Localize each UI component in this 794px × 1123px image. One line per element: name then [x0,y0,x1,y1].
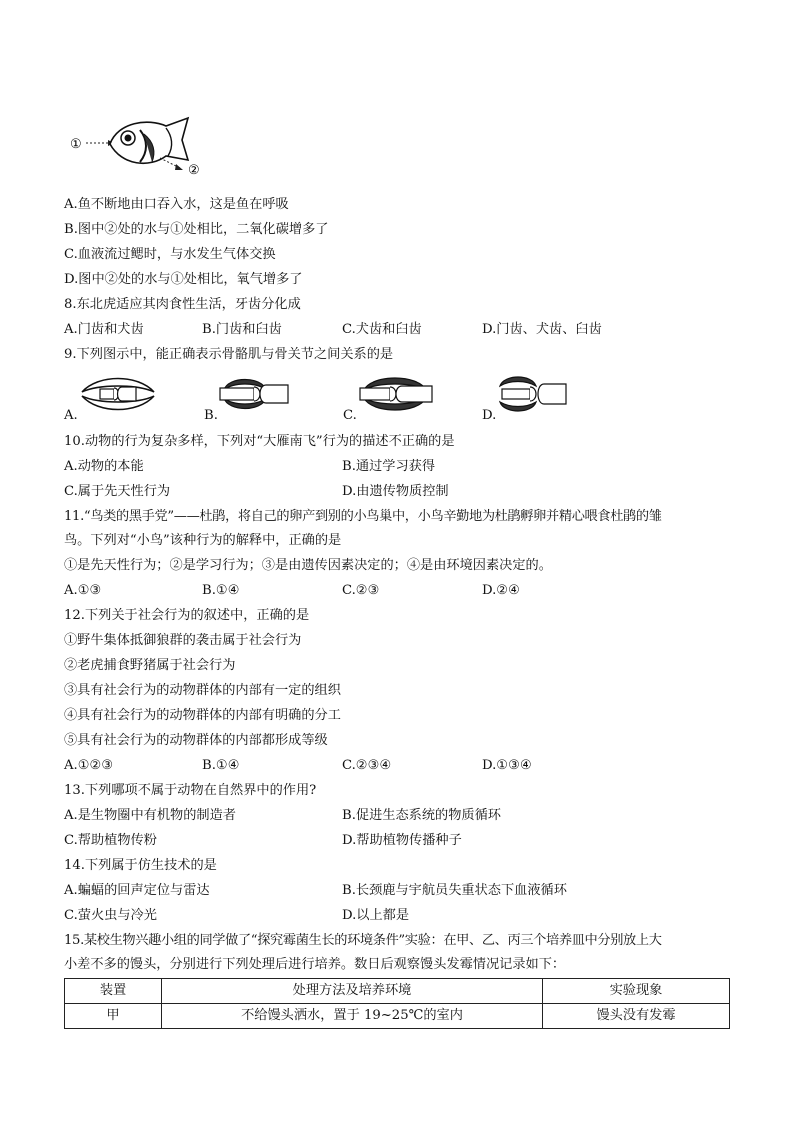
q11-option-c: C.②③ [342,583,380,598]
q12-option-c: C.②③④ [342,758,392,773]
q9-label-d: D. [482,408,497,423]
q12-option-b: B.①④ [202,758,240,773]
q10-option-a: A.动物的本能 [64,459,144,474]
q12-option-a: A.①②③ [64,758,114,773]
q12-statement-2: ②老虎捕食野猪属于社会行为 [64,658,236,673]
q12-statement-5: ⑤具有社会行为的动物群体的内部都形成等级 [64,733,328,748]
q12-statement-4: ④具有社会行为的动物群体的内部有明确的分工 [64,708,341,723]
q11-option-a: A.①③ [64,583,102,598]
q9-stem: 9.下列图示中，能正确表示骨骼肌与骨关节之间关系的是 [64,347,394,362]
q11-option-d: D.②④ [482,583,520,598]
q12-statement-3: ③具有社会行为的动物群体的内部有一定的组织 [64,683,341,698]
joint-diagram-c [356,372,436,416]
table-header-row [65,979,730,1004]
q14-option-a: A.蝙蝠的回声定位与雷达 [64,883,210,898]
q12-stem: 12.下列关于社会行为的叙述中，正确的是 [64,608,310,623]
q8-option-d: D.门齿、犬齿、臼齿 [482,322,602,337]
q7-option-b: B.图中②处的水与①处相比，二氧化碳增多了 [64,222,329,237]
table-header-method: 处理方法及培养环境 [162,979,543,1004]
q7-option-a: A.鱼不断地由口吞入水，这是鱼在呼吸 [64,197,289,212]
q10-option-c: C.属于先天性行为 [64,484,171,499]
q13-option-a: A.是生物圈中有机物的制造者 [64,808,236,823]
q14-option-c: C.萤火虫与冷光 [64,908,157,923]
fish-gill-figure [70,116,220,178]
q13-option-b: B.促进生态系统的物质循环 [342,808,501,823]
joint-diagram-d [496,372,576,416]
q14-option-d: D.以上都是 [342,908,410,923]
table-header-result: 实验现象 [543,979,730,1004]
fish-label-2: ② [188,163,200,178]
q11-option-b: B.①④ [202,583,240,598]
joint-diagram-a [78,372,158,416]
q8-option-c: C.犬齿和臼齿 [342,322,422,337]
experiment-table [64,978,730,1029]
table-cell-result: 馒头没有发霉 [543,1004,730,1029]
q7-option-c: C.血液流过鳃时，与水发生气体交换 [64,247,276,262]
joint-diagram-b [218,372,298,416]
table-row [65,1004,730,1029]
q9-label-b: B. [204,408,218,423]
q11-stem-line1: 11.“鸟类的黑手党”——杜鹃，将自己的卵产到别的小鸟巢中，小鸟辛勤地为杜鹃孵卵并精心喂食杜鹃的雏 [64,509,662,524]
q7-option-d: D.图中②处的水与①处相比，氧气增多了 [64,272,303,287]
q13-stem: 13.下列哪项不属于动物在自然界中的作用? [64,783,317,798]
q14-stem: 14.下列属于仿生技术的是 [64,858,217,873]
q13-option-c: C.帮助植物传粉 [64,833,157,848]
q10-stem: 10.动物的行为复杂多样，下列对“大雁南飞”行为的描述不正确的是 [64,434,455,449]
q11-statements: ①是先天性行为；②是学习行为；③是由遗传因素决定的；④是由环境因素决定的。 [64,558,552,573]
q10-option-d: D.由遗传物质控制 [342,484,449,499]
q8-stem: 8.东北虎适应其肉食性生活，牙齿分化成 [64,297,301,312]
table-cell-device: 甲 [65,1004,162,1029]
q13-option-d: D.帮助植物传播种子 [342,833,462,848]
q15-stem-line1: 15.某校生物兴趣小组的同学做了“探究霉菌生长的环境条件”实验：在甲、乙、丙三个培养皿中分别放上大 [64,933,662,948]
q15-stem-line2: 小差不多的馒头，分别进行下列处理后进行培养。数日后观察馒头发霉情况记录如下： [64,957,566,972]
q9-label-a: A. [64,408,78,423]
q10-option-b: B.通过学习获得 [342,459,436,474]
q9-label-c: C. [343,408,357,423]
q8-option-b: B.门齿和臼齿 [202,322,282,337]
q8-option-a: A.门齿和犬齿 [64,322,144,337]
q12-statement-1: ①野牛集体抵御狼群的袭击属于社会行为 [64,633,302,648]
q14-option-b: B.长颈鹿与宇航员失重状态下血液循环 [342,883,567,898]
fish-drawing [70,116,220,178]
table-cell-method: 不给馒头洒水，置于 19~25℃的室内 [162,1004,543,1029]
q12-option-d: D.①③④ [482,758,532,773]
table-header-device: 装置 [65,979,162,1004]
fish-label-1: ① [70,137,82,152]
q11-stem-line2: 鸟。下列对“小鸟”该种行为的解释中，正确的是 [64,533,342,548]
